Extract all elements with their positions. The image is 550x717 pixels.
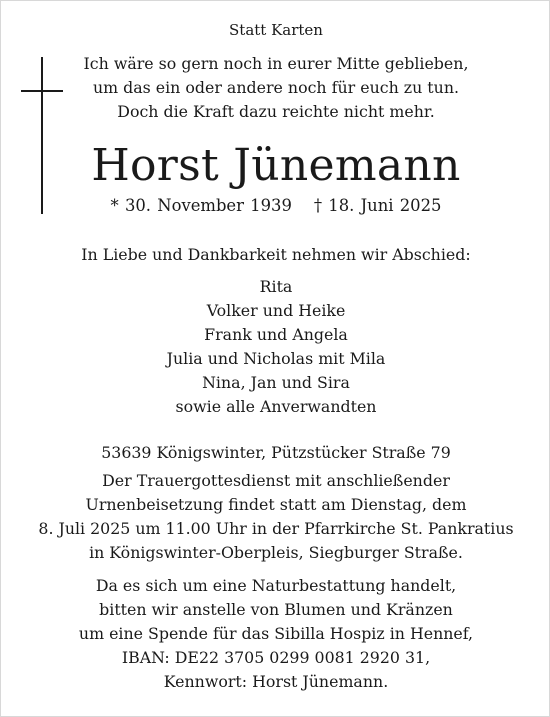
address-line: 53639 Königswinter, Pützstücker Straße 79	[101, 443, 451, 462]
service-line: Urnenbeisetzung findet statt am Dienstag, dem	[85, 495, 467, 514]
deceased-name: Horst Jünemann	[91, 140, 461, 191]
verse-line: Ich wäre so gern noch in eurer Mitte geblieben,	[83, 54, 469, 73]
service-line: in Königswinter-Oberpleis, Siegburger Straße.	[89, 543, 463, 562]
service-line: 8. Juli 2025 um 11.00 Uhr in der Pfarrkirche St. Pankratius	[38, 519, 514, 538]
farewell-line: In Liebe und Dankbarkeit nehmen wir Abschied:	[81, 245, 471, 264]
life-dates	[1, 198, 550, 214]
death-date: † 18. Juni 2025	[313, 196, 442, 215]
mourner-name: Nina, Jan und Sira	[202, 373, 350, 392]
donation-line: bitten wir anstelle von Blumen und Kränzen	[99, 600, 453, 619]
mourner-name: Rita	[259, 277, 293, 296]
password-line: Kennwort: Horst Jünemann.	[163, 672, 389, 691]
service-line: Der Trauergottesdienst mit anschließender	[102, 471, 450, 490]
verse-line: um das ein oder andere noch für euch zu tun.	[92, 78, 460, 97]
donation-line: um eine Spende für das Sibilla Hospiz in Hennef,	[78, 624, 474, 643]
statt-karten-heading: Statt Karten	[229, 21, 323, 39]
donation-line: Da es sich um eine Naturbestattung handelt,	[95, 576, 457, 595]
birth-date: * 30. November 1939	[110, 196, 292, 215]
mourner-name: sowie alle Anverwandten	[175, 397, 377, 416]
mourner-name: Frank und Angela	[204, 325, 348, 344]
mourner-name: Julia und Nicholas mit Mila	[166, 349, 386, 368]
iban-line: IBAN: DE22 3705 0299 0081 2920 31,	[121, 648, 431, 667]
verse-line: Doch die Kraft dazu reichte nicht mehr.	[117, 102, 435, 121]
mourner-name: Volker und Heike	[206, 301, 346, 320]
